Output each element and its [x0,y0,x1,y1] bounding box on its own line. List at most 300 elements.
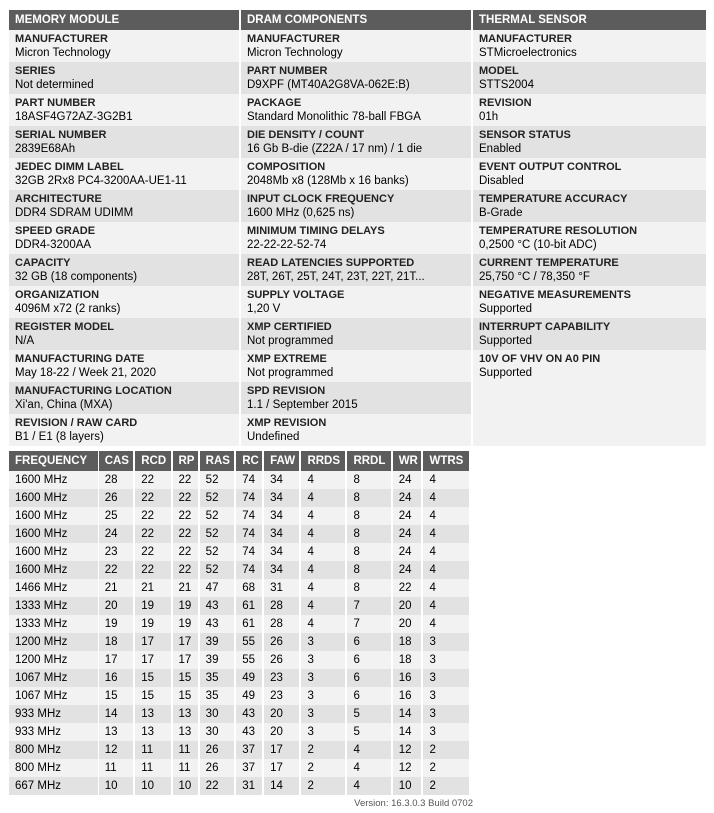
info-field [473,222,706,254]
table-cell: 4 [422,597,470,615]
table-cell: 22 [134,561,171,579]
table-cell: 1466 MHz [9,579,98,597]
field-label: JEDEC DIMM LABEL [15,161,124,173]
field-label: REVISION / RAW CARD [15,417,138,429]
field-value: Supported [479,335,533,347]
table-cell: 68 [235,579,263,597]
table-cell: 20 [98,597,134,615]
table-cell: 52 [199,543,236,561]
field-label: XMP REVISION [247,417,327,429]
table-cell: 6 [346,669,391,687]
table-cell: 1600 MHz [9,471,98,489]
table-cell: 34 [263,543,300,561]
table-cell: 17 [172,651,199,669]
timings-column-header: FAW [263,451,300,471]
table-cell: 52 [199,507,236,525]
table-cell: 4 [300,579,346,597]
field-label: PART NUMBER [15,97,96,109]
info-field [473,94,706,126]
table-cell: 8 [346,471,391,489]
table-cell: 13 [98,723,134,741]
table-cell: 1600 MHz [9,561,98,579]
field-label: SENSOR STATUS [479,129,571,141]
info-field [241,190,471,222]
table-cell: 11 [172,741,199,759]
info-field [9,158,239,190]
table-cell: 17 [263,759,300,777]
table-cell: 3 [300,669,346,687]
field-value: 32GB 2Rx8 PC4-3200AA-UE1-11 [15,175,187,187]
info-field [473,286,706,318]
table-cell: 1333 MHz [9,615,98,633]
table-cell: 22 [172,561,199,579]
timings-column-header: WR [392,451,423,471]
field-value: 22-22-22-52-74 [247,239,327,251]
table-cell: 22 [199,777,236,795]
field-label: MANUFACTURER [479,33,572,45]
table-cell: 24 [392,471,423,489]
table-cell: 22 [392,579,423,597]
table-cell: 5 [346,723,391,741]
table-cell: 4 [422,561,470,579]
table-cell: 74 [235,525,263,543]
table-cell: 26 [263,633,300,651]
table-cell: 24 [392,489,423,507]
table-row [9,597,470,615]
field-value: Supported [479,303,533,315]
field-value: 1.1 / September 2015 [247,399,358,411]
table-cell: 14 [392,723,423,741]
field-label: DIE DENSITY / COUNT [247,129,365,141]
thermal-sensor-panel [473,10,706,447]
table-cell: 4 [422,579,470,597]
table-cell: 4 [346,759,391,777]
table-cell: 20 [263,705,300,723]
table-cell: 800 MHz [9,759,98,777]
table-row [9,543,470,561]
timings-column-header: FREQUENCY [9,451,98,471]
table-cell: 22 [172,543,199,561]
table-cell: 74 [235,507,263,525]
table-cell: 16 [392,687,423,705]
table-cell: 16 [392,669,423,687]
table-cell: 25 [98,507,134,525]
info-field [473,30,706,62]
field-label: COMPOSITION [247,161,326,173]
field-label: MANUFACTURER [247,33,340,45]
table-cell: 4 [422,489,470,507]
table-cell: 8 [346,579,391,597]
table-cell: 39 [199,633,236,651]
table-cell: 22 [134,489,171,507]
table-cell: 667 MHz [9,777,98,795]
info-field [473,254,706,286]
info-field [241,254,471,286]
field-label: PACKAGE [247,97,302,109]
info-field [9,222,239,254]
table-cell: 6 [346,687,391,705]
table-cell: 20 [263,723,300,741]
field-value: 1,20 V [247,303,281,315]
table-cell: 18 [392,633,423,651]
table-cell: 11 [172,759,199,777]
table-cell: 37 [235,759,263,777]
field-value: DDR4-3200AA [15,239,92,251]
field-value: Not programmed [247,335,334,347]
table-cell: 20 [392,615,423,633]
field-value: DDR4 SDRAM UDIMM [15,207,134,219]
table-cell: 1333 MHz [9,597,98,615]
table-cell: 22 [172,525,199,543]
table-cell: 933 MHz [9,723,98,741]
info-field [9,254,239,286]
table-cell: 74 [235,561,263,579]
table-row [9,741,470,759]
table-cell: 15 [172,669,199,687]
field-label: 10V OF VHV ON A0 PIN [479,353,601,365]
table-cell: 43 [235,723,263,741]
info-field [241,158,471,190]
table-cell: 52 [199,489,236,507]
table-cell: 47 [199,579,236,597]
info-field [241,30,471,62]
version-label: Version: 16.3.0.3 Build 0702 [354,798,473,809]
table-cell: 2 [300,741,346,759]
table-cell: 26 [263,651,300,669]
table-cell: 19 [172,597,199,615]
table-cell: 4 [346,741,391,759]
table-cell: 19 [134,615,171,633]
field-label: XMP EXTREME [247,353,327,365]
table-cell: 34 [263,489,300,507]
info-field [241,62,471,94]
timings-column-header: RC [235,451,263,471]
table-cell: 3 [422,705,470,723]
table-cell: 28 [98,471,134,489]
table-cell: 8 [346,507,391,525]
timings-column-header: WTRS [422,451,470,471]
table-cell: 11 [98,759,134,777]
timings-column-header: RRDL [346,451,391,471]
field-value: 4096M x72 (2 ranks) [15,303,121,315]
field-value: Disabled [479,175,524,187]
table-cell: 21 [98,579,134,597]
table-cell: 4 [300,525,346,543]
info-field [241,126,471,158]
info-field [9,30,239,62]
table-cell: 17 [172,633,199,651]
timings-table [9,451,471,795]
table-cell: 22 [172,489,199,507]
table-row [9,561,470,579]
table-cell: 24 [392,543,423,561]
table-cell: 19 [172,615,199,633]
table-cell: 49 [235,687,263,705]
field-value: Not determined [15,79,94,91]
info-field [473,318,706,350]
table-cell: 34 [263,471,300,489]
table-cell: 800 MHz [9,741,98,759]
table-cell: 2 [422,777,470,795]
table-cell: 24 [392,525,423,543]
table-cell: 2 [422,759,470,777]
table-cell: 8 [346,525,391,543]
info-field [241,222,471,254]
field-value: 18ASF4G72AZ-3G2B1 [15,111,133,123]
table-cell: 2 [300,759,346,777]
table-cell: 34 [263,507,300,525]
field-label: PART NUMBER [247,65,328,77]
table-cell: 3 [300,687,346,705]
field-value: Standard Monolithic 78-ball FBGA [247,111,421,123]
field-value: Enabled [479,143,522,155]
table-cell: 12 [392,759,423,777]
table-cell: 13 [134,723,171,741]
table-cell: 3 [422,723,470,741]
table-cell: 15 [172,687,199,705]
table-cell: 24 [392,507,423,525]
table-cell: 22 [134,507,171,525]
table-cell: 3 [422,651,470,669]
timings-column-header: RAS [199,451,236,471]
field-value: Xi'an, China (MXA) [15,399,113,411]
table-cell: 1600 MHz [9,507,98,525]
field-label: ARCHITECTURE [15,193,102,205]
info-field [9,382,239,414]
table-cell: 11 [134,741,171,759]
field-value: 2048Mb x8 (128Mb x 16 banks) [247,175,409,187]
field-label: TEMPERATURE ACCURACY [479,193,628,205]
table-cell: 4 [346,777,391,795]
table-cell: 19 [134,597,171,615]
table-cell: 4 [422,543,470,561]
field-value: 2839E68Ah [15,143,76,155]
table-cell: 21 [172,579,199,597]
empty-row [473,382,706,414]
info-field [241,94,471,126]
table-cell: 3 [300,633,346,651]
empty-row [473,414,706,446]
table-cell: 17 [263,741,300,759]
table-cell: 2 [300,777,346,795]
table-cell: 10 [98,777,134,795]
field-label: READ LATENCIES SUPPORTED [247,257,415,269]
table-cell: 11 [134,759,171,777]
table-cell: 24 [98,525,134,543]
table-cell: 4 [300,543,346,561]
table-cell: 28 [263,597,300,615]
field-value: B-Grade [479,207,523,219]
table-cell: 30 [199,705,236,723]
field-value: N/A [15,335,35,347]
table-cell: 74 [235,471,263,489]
table-row [9,723,470,741]
table-cell: 23 [98,543,134,561]
field-label: ORGANIZATION [15,289,100,301]
field-value: Supported [479,367,533,379]
table-cell: 3 [300,723,346,741]
table-row [9,507,470,525]
table-row [9,651,470,669]
table-cell: 13 [134,705,171,723]
field-value: 1600 MHz (0,625 ns) [247,207,355,219]
field-label: XMP CERTIFIED [247,321,332,333]
table-cell: 3 [300,651,346,669]
timings-body [9,471,470,795]
table-cell: 26 [199,759,236,777]
info-field [241,350,471,382]
table-cell: 31 [263,579,300,597]
field-value: STTS2004 [479,79,534,91]
table-cell: 5 [346,705,391,723]
table-cell: 14 [263,777,300,795]
info-field [9,190,239,222]
field-label: INTERRUPT CAPABILITY [479,321,611,333]
field-value: May 18-22 / Week 21, 2020 [15,367,157,379]
field-label: REGISTER MODEL [15,321,115,333]
info-field [473,190,706,222]
table-cell: 15 [134,669,171,687]
table-cell: 1067 MHz [9,687,98,705]
table-cell: 17 [134,633,171,651]
table-row [9,489,470,507]
field-value: 01h [479,111,499,123]
field-label: INPUT CLOCK FREQUENCY [247,193,395,205]
field-label: SPD REVISION [247,385,326,397]
table-row [9,669,470,687]
field-label: SERIES [15,65,56,77]
info-field [473,62,706,94]
info-field [473,158,706,190]
table-cell: 52 [199,561,236,579]
table-cell: 30 [199,723,236,741]
table-cell: 31 [235,777,263,795]
field-value: Micron Technology [247,47,343,59]
field-label: EVENT OUTPUT CONTROL [479,161,622,173]
table-cell: 34 [263,561,300,579]
field-value: 32 GB (18 components) [15,271,138,283]
table-cell: 18 [98,633,134,651]
table-cell: 20 [392,597,423,615]
field-value: Undefined [247,431,300,443]
table-cell: 8 [346,489,391,507]
table-cell: 4 [422,471,470,489]
table-cell: 12 [98,741,134,759]
info-field [241,318,471,350]
timings-column-header: RRDS [300,451,346,471]
info-field [241,414,471,446]
field-label: MODEL [479,65,519,77]
table-cell: 933 MHz [9,705,98,723]
dram-components-panel [241,10,471,447]
field-value: 25,750 °C / 78,350 °F [479,271,590,283]
table-cell: 49 [235,669,263,687]
table-cell: 3 [300,705,346,723]
table-cell: 1200 MHz [9,633,98,651]
table-cell: 16 [98,669,134,687]
info-field [241,286,471,318]
info-field [9,350,239,382]
info-field [9,62,239,94]
field-value: Not programmed [247,367,334,379]
table-cell: 14 [392,705,423,723]
table-row [9,615,470,633]
table-cell: 17 [98,651,134,669]
table-cell: 6 [346,651,391,669]
table-cell: 10 [172,777,199,795]
table-cell: 23 [263,687,300,705]
field-value: D9XPF (MT40A2G8VA-062E:B) [247,79,410,91]
table-cell: 22 [134,471,171,489]
table-cell: 18 [392,651,423,669]
info-field [9,286,239,318]
info-field [9,94,239,126]
table-cell: 37 [235,741,263,759]
table-cell: 4 [422,525,470,543]
table-cell: 22 [98,561,134,579]
timings-column-header: RCD [134,451,171,471]
table-cell: 14 [98,705,134,723]
field-value: 16 Gb B-die (Z22A / 17 nm) / 1 die [247,143,423,155]
table-cell: 12 [392,741,423,759]
table-cell: 1200 MHz [9,651,98,669]
table-cell: 17 [134,651,171,669]
table-row [9,525,470,543]
table-cell: 39 [199,651,236,669]
table-cell: 1600 MHz [9,543,98,561]
table-cell: 28 [263,615,300,633]
table-cell: 61 [235,615,263,633]
table-cell: 52 [199,471,236,489]
table-row [9,705,470,723]
panel-title: DRAM COMPONENTS [241,10,471,30]
field-label: TEMPERATURE RESOLUTION [479,225,638,237]
field-label: MANUFACTURING DATE [15,353,145,365]
panel-title: MEMORY MODULE [9,10,239,30]
field-label: MANUFACTURER [15,33,108,45]
table-cell: 23 [263,669,300,687]
table-cell: 35 [199,687,236,705]
table-row [9,777,470,795]
table-cell: 74 [235,543,263,561]
table-cell: 3 [422,669,470,687]
info-field [473,126,706,158]
field-label: SERIAL NUMBER [15,129,107,141]
table-cell: 22 [134,525,171,543]
table-cell: 43 [199,615,236,633]
field-label: MINIMUM TIMING DELAYS [247,225,385,237]
table-cell: 74 [235,489,263,507]
table-cell: 61 [235,597,263,615]
table-cell: 4 [422,507,470,525]
table-cell: 26 [98,489,134,507]
table-cell: 8 [346,543,391,561]
table-cell: 4 [300,561,346,579]
table-cell: 55 [235,651,263,669]
table-cell: 4 [300,489,346,507]
table-cell: 3 [422,633,470,651]
table-cell: 8 [346,561,391,579]
table-cell: 4 [300,507,346,525]
table-cell: 15 [98,687,134,705]
info-field [473,350,706,382]
table-cell: 6 [346,633,391,651]
timings-column-header: CAS [98,451,134,471]
table-cell: 24 [392,561,423,579]
table-row [9,759,470,777]
table-cell: 7 [346,597,391,615]
table-cell: 4 [300,471,346,489]
